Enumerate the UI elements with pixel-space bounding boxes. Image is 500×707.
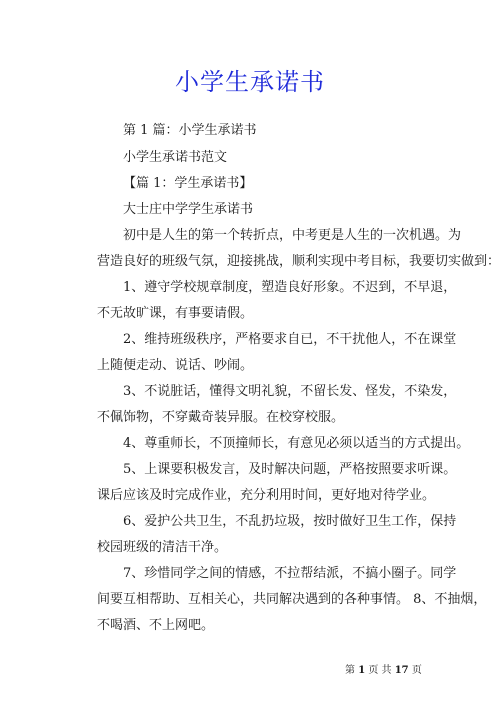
footer-prefix: 第 bbox=[345, 665, 355, 676]
paragraph-line: 第 1 篇：小学生承诺书 bbox=[123, 123, 257, 138]
paragraph-line: 上随便走动、说话、吵闹。 bbox=[97, 358, 254, 373]
paragraph-line: 2、维持班级秩序，严格要求自已，不干扰他人，不在课堂 bbox=[123, 332, 457, 347]
paragraph-line: 初中是人生的第一个转折点，中考更是人生的一次机遇。为 bbox=[123, 228, 462, 243]
paragraph-line: 小学生承诺书范文 bbox=[123, 150, 228, 165]
paragraph-line: 不无故旷课，有事要请假。 bbox=[97, 306, 254, 321]
paragraph-line: 7、珍惜同学之间的情感，不拉帮结派，不搞小圈子。同学 bbox=[123, 566, 457, 581]
page-title: 小学生承诺书 bbox=[175, 68, 325, 96]
paragraph-line: 不喝酒、不上网吧。 bbox=[97, 618, 215, 633]
paragraph-line: 大士庄中学学生承诺书 bbox=[123, 202, 254, 217]
paragraph-line: 营造良好的班级气氛，迎接挑战，顺利实现中考目标，我要切实做到： bbox=[97, 254, 500, 269]
paragraph-line: 1、遵守学校规章制度，塑造良好形象。不迟到，不早退， bbox=[123, 280, 457, 295]
paragraph-line: 不佩饰物，不穿戴奇装异服。在校穿校服。 bbox=[97, 410, 345, 425]
page-footer bbox=[345, 661, 422, 676]
paragraph-line: 5、上课要积极发言，及时解决问题，严格按照要求听课。 bbox=[123, 462, 457, 477]
paragraph-line: 3、不说脏话，懂得文明礼貌，不留长发、怪发，不染发， bbox=[123, 384, 457, 399]
paragraph-line: 校园班级的清洁干净。 bbox=[97, 540, 228, 555]
paragraph-line: 6、爱护公共卫生，不乱扔垃圾，按时做好卫生工作，保持 bbox=[123, 514, 457, 529]
footer-suffix: 页 bbox=[411, 665, 422, 676]
footer-total-pages: 17 bbox=[394, 665, 409, 676]
footer-mid: 页 共 bbox=[368, 665, 392, 676]
footer-page-number: 1 bbox=[358, 665, 366, 676]
paragraph-line: 课后应该及时完成作业，充分利用时间，更好地对待学业。 bbox=[97, 488, 436, 503]
paragraph-line: 间要互相帮助、互相关心，共同解决遇到的各种事情。 8、不抽烟， bbox=[97, 592, 487, 607]
paragraph-line: 【篇 1：学生承诺书】 bbox=[123, 176, 253, 191]
paragraph-line: 4、尊重师长，不顶撞师长，有意见必须以适当的方式提出。 bbox=[123, 436, 470, 451]
